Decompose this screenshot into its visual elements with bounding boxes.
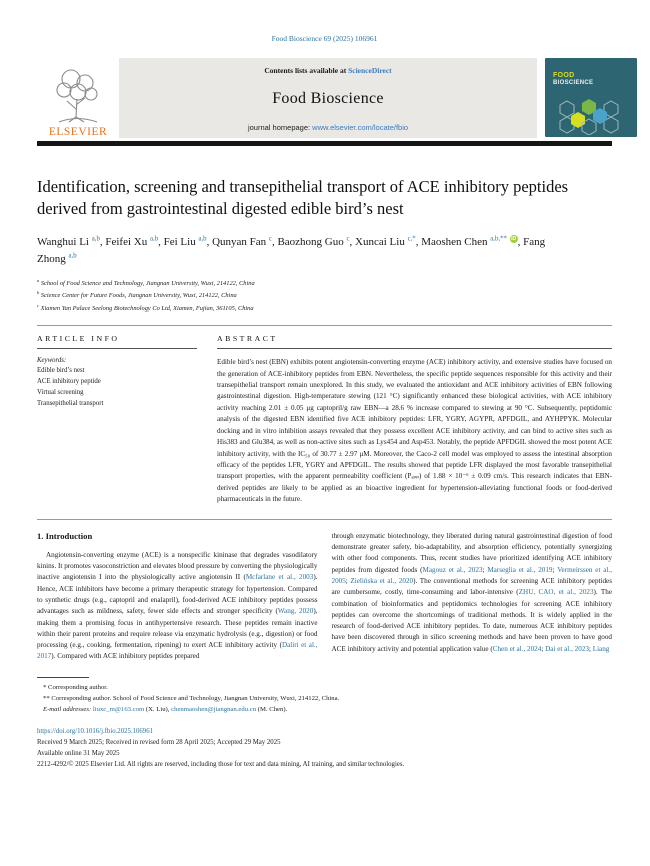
cover-title (553, 72, 593, 86)
affiliation-c (37, 302, 612, 314)
citation-link[interactable]: Marseglia et al., 2019 (487, 565, 553, 574)
article-info-rule (37, 348, 197, 349)
right-column (332, 531, 613, 663)
left-column (37, 531, 318, 663)
text-segment: School of Food Science and Technology, Jiangnan University, Wuxi, 214122, China (39, 280, 255, 288)
article-info-heading: ARTICLE INFO (37, 334, 120, 344)
footnotes (37, 682, 612, 715)
contents-line (125, 66, 531, 75)
text-segment: Xuncai Liu (355, 235, 408, 248)
text-segment: c (37, 302, 39, 308)
keyword-item: ACE inhibitory peptide (37, 377, 101, 385)
text-segment: Science Center for Future Foods, Jiangnan University, Wuxi, 214122, China (39, 292, 237, 300)
text-segment: Fang Zhong (37, 235, 546, 265)
elsevier-logo (37, 58, 119, 138)
text-segment: ). Compared with ACE inhibitory peptides prepared (51, 652, 200, 661)
affiliation-b (37, 289, 612, 301)
text-segment: (X. Liu), (144, 705, 172, 713)
rule-below-abstract (37, 519, 612, 520)
citation-link[interactable]: Daliri et al., 2017 (37, 641, 318, 661)
cover-title-food: FOOD (553, 72, 575, 79)
citation-link[interactable]: Dai et al., 2023 (545, 644, 589, 653)
text-segment: , (99, 235, 106, 248)
citation-link[interactable]: Wang, 2020 (277, 607, 314, 616)
text-segment: , (271, 235, 278, 248)
journal-name: Food Bioscience (272, 90, 384, 107)
affiliation-a (37, 277, 612, 289)
cover-hexagons-icon (549, 99, 633, 135)
text-segment: a (37, 277, 40, 283)
author-list (37, 234, 557, 268)
footnote-rule (37, 677, 89, 678)
email-link-xliu[interactable]: liuxc_m@163.com (92, 705, 145, 713)
homepage-prefix: journal homepage: (247, 123, 313, 132)
text-segment: Xiamen Yan Palace Seelong Biotechnology Co Ltd, Xiamen, Fujian, 361105, China (38, 304, 254, 312)
bottom-block (37, 727, 612, 771)
text-segment: Baozhong Guo (277, 235, 347, 248)
footnote-emails (37, 704, 612, 715)
citation-link[interactable]: Vermeirssen et al., 2005 (331, 565, 612, 585)
text-segment: Maoshen Chen (421, 235, 491, 248)
email-link-mchen[interactable]: chenmaoshen@jiangnan.edu.cn (171, 705, 257, 713)
keyword-item: Edible bird’s nest (37, 367, 85, 375)
abstract-column (217, 334, 612, 506)
orcid-icon: iD (511, 236, 517, 243)
keyword-item: Transepithelial transport (37, 399, 104, 407)
citation-link[interactable]: ZHU, CAO, et al., 2023 (518, 588, 594, 597)
text-segment: c (346, 235, 350, 243)
text-segment: E-mail addresses: (43, 705, 93, 713)
rule-above-info (37, 325, 612, 326)
affiliations (37, 277, 612, 314)
keywords-label: Keywords: (37, 357, 67, 365)
text-segment: a,b (149, 235, 159, 243)
elsevier-tree-icon (49, 65, 107, 125)
copyright-line: 2212-4292/© 2025 Elsevier Ltd. All rights are reserved, including those for text and data mining, AI training, and similar technologies. (37, 760, 405, 768)
text-segment: ). Hence, ACE inhibitors have become a primary therapeutic strategy for hypertension. Compared to synthetic drugs (e.g., captopril and enalapril), food-derived ACE inhibitory peptides possess advantages such as mildness, safety, fewer side effects and stronger specificity ( (37, 573, 318, 616)
introduction-heading: 1. Introduction (37, 530, 93, 541)
introduction-paragraph-left (37, 550, 318, 663)
citation-link[interactable]: Liang (592, 644, 610, 653)
text-segment: Qunyan Fan (212, 235, 269, 248)
text-segment: a,b (198, 235, 207, 243)
text-segment: , (206, 235, 213, 248)
info-abstract-section (37, 334, 612, 506)
text-segment: a,b,** (490, 235, 507, 243)
citation-link[interactable]: Magouz et al., 2023 (422, 565, 483, 574)
keyword-item: Virtual screening (37, 388, 84, 396)
text-segment: , (517, 235, 524, 248)
text-segment: , (158, 235, 164, 248)
text-segment: ; (482, 565, 488, 574)
text-segment: c,* (407, 235, 416, 243)
banner-center (119, 58, 537, 138)
article-info-column (37, 334, 197, 506)
elsevier-wordmark: ELSEVIER (48, 126, 108, 138)
sciencedirect-link[interactable]: ScienceDirect (348, 66, 392, 75)
text-segment: , (415, 235, 422, 248)
available-line: Available online 31 May 2025 (37, 749, 120, 757)
journal-citation: Food Bioscience 69 (2025) 106961 (271, 34, 378, 43)
abstract-heading: ABSTRACT (217, 334, 278, 344)
text-segment: ). The conventional methods for screening ACE inhibitory peptides are cumbersome, costly, time-consuming and labor-intensive ( (331, 576, 612, 597)
text-segment: ; (541, 644, 546, 653)
homepage-url-link[interactable]: www.elsevier.com/locate/fbio (312, 123, 409, 132)
text-segment: ; (345, 576, 351, 585)
text-segment: Angiotensin-converting enzyme (ACE) is a nonspecific kininase that degrades vasodilatory kinins. It promotes vasoconstriction and elevates blood pressure by converting the physiologically inactive angiotensin I into the physiologically active angiotensin II ( (37, 550, 318, 582)
citation-link[interactable]: Zielińska et al., 2020 (350, 576, 414, 585)
header-divider-bar (37, 141, 612, 146)
citation-link[interactable]: Chen et al., 2024 (492, 644, 542, 653)
text-segment: ), making them a promising focus in antihypertensive research. These peptides remain inactive within their parent proteins and require release via enzymatic hydrolysis (e.g., digestion) or food processing (e.g., cooking, fermentation, ripening) to exert ACE inhibitory activity ( (37, 607, 318, 650)
text-segment: Feifei Xu (105, 235, 150, 248)
received-line: Received 9 March 2025; Received in revised form 28 April 2025; Accepted 29 May 2025 (37, 738, 281, 746)
text-segment: (M. Chen). (256, 705, 288, 713)
text-segment: , (349, 235, 356, 248)
text-segment: a,b (91, 235, 100, 243)
text-segment: through enzymatic biotechnology, they liberated during natural gastrointestinal digestion of food demonstrate greater safety, bio-adaptability, and absorption efficiency, potentially synergizing with other food components. Thus, recent studies have prioritized identifying ACE inhibitory peptides from digested foods ( (331, 531, 612, 574)
text-segment: Fei Liu (163, 235, 199, 248)
body-columns (37, 531, 612, 663)
text-segment: b (37, 290, 40, 296)
text-segment: a,b (68, 252, 77, 260)
article-title: Identification, screening and transepithelial transport of ACE inhibitory peptides derived from gastrointestinal digested edible bird’s nest (37, 177, 569, 219)
abstract-rule (217, 348, 612, 349)
text-segment: c (268, 235, 272, 243)
journal-header-banner (37, 58, 612, 138)
text-segment: ). The combination of bioinformatics and peptidomics technologies for screening ACE inhibitory peptides can overcome the shortcomings of traditional methods. It is widely applied in the research of food-derived ACE inhibitory peptides. To date, numerous ACE inhibitory peptides have been discovered through in silico screening methods and have been proven to have good ACE inhibitory activity and potential application value ( (331, 588, 613, 653)
doi-link[interactable]: https://doi.org/10.1016/j.fbio.2025.106961 (37, 727, 153, 735)
homepage-line (125, 123, 531, 132)
abstract-text: Edible bird’s nest (EBN) exhibits potent angiotensin-converting enzyme (ACE) inhibitory activity, and extensive studies have focused on the generation of ACE-inhibitory peptides from EBN. Nevertheless, the specific peptide sequences responsible for this activity and their transepithelial transport remain unexplored. In this study, we evaluated the antioxidant and ACE inhibitory activities of EBN following gastrointestinal digestion. High-temperature stewing (121 °C) significantly enhanced these biological activities, with ACE inhibitory activity reaching 2.01 ± 0.05 μg captopril/g raw EBN—a 28.6 % increase compared to stewing at 90 °C. Subsequently, peptidomic analysis of the digested EBN identified five ACE inhibitory peptides: LFR, YGRY, AGYPR, APFDGIL, and AYHPPYK. Molecular docking and in vitro inhibition assays revealed that they possess excellent ACE inhibitory activity, and can bind to active sites such as His383 and Glu384, as well as non-active sites such as Lys454 and Asp453. Notably, the peptide APFDGIL showed the most potent ACE inhibitory activity, with the IC₅₀ of 30.77 ± 2.97 μM. Moreover, the Caco-2 cell model was employed to assess the intestinal absorption efficacy of the peptides LFR, YGRY and APFDGIL. The results showed that peptide LFR displayed the most favorable transepithelial transport properties, with the apparent permeability coefficient (Pₐₚₚ) of 1.88 × 10⁻⁶ ± 0.09 cm/s. This research indicates that EBN-derived peptides are likely to be applied as an bioactive ingredient for hypertension-alleviating functional foods or food-derived pharmaceuticals in the future. (217, 358, 612, 504)
contents-prefix: Contents lists available at (264, 66, 349, 75)
footnote-corresponding-1: * Corresponding author. (43, 683, 108, 691)
citation-link[interactable]: Mcfarlane et al., 2003 (245, 573, 314, 582)
text-segment: ; (552, 565, 558, 574)
cover-title-bioscience: BIOSCIENCE (553, 79, 594, 86)
journal-cover-thumbnail[interactable] (545, 58, 637, 137)
footnote-corresponding-2: ** Corresponding author. School of Food Science and Technology, Jiangnan University, Wuxi, 214122, China. (43, 694, 340, 702)
introduction-paragraph-right (332, 531, 613, 655)
text-segment: ; (588, 644, 593, 653)
text-segment: Wanghui Li (37, 235, 92, 248)
